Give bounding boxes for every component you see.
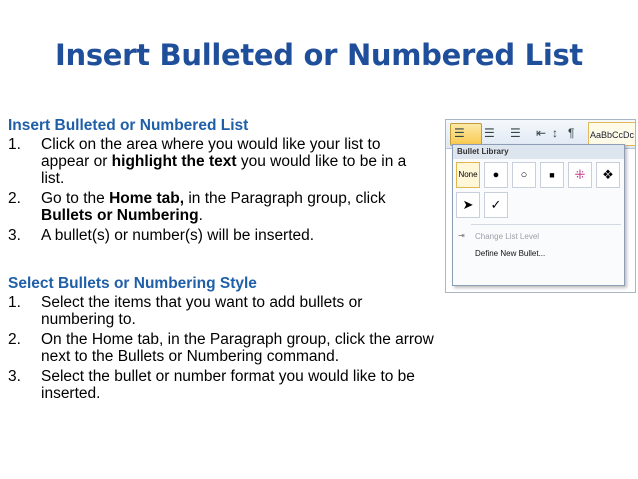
step-number: 1. [8,136,21,153]
select-style-steps-list [8,294,438,405]
multilevel-list-icon: ☰ [510,126,521,140]
step-number: 2. [8,190,21,207]
bullet-arrow-cell: ➤ [456,192,480,218]
step-number: 3. [8,368,21,385]
bullet-hollow-circle-cell: ○ [512,162,536,188]
step-bold-text: Bullets or Numbering [41,207,199,224]
list-item [8,331,438,365]
bullet-checkmark-cell: ✓ [484,192,508,218]
bullet-filled-circle-cell: ● [484,162,508,188]
bullet-square-cell: ■ [540,162,564,188]
step-text: in the Paragraph group, click [184,190,386,207]
step-text: Go to the [41,190,110,207]
section-heading-select-style: Select Bullets or Numbering Style [8,275,257,292]
step-text: A bullet(s) or number(s) will be inserted. [41,227,315,244]
bullets-icon: ☰ [454,126,465,140]
list-item [8,294,438,328]
sort-icon: ↕ [552,126,558,140]
bullet-star-cell: ⁜ [568,162,592,188]
bullet-library-screenshot [445,119,636,293]
define-new-bullet-item: Define New Bullet... [475,249,546,258]
step-text: Select the items that you want to add bullets or numbering to. [41,294,363,328]
paragraph-mark-icon: ¶ [568,126,575,140]
list-item [8,368,438,402]
section-heading-insert: Insert Bulleted or Numbered List [8,117,249,134]
bullet-diamond-cell: ❖ [596,162,620,188]
bullet-none-cell: None [456,162,480,188]
step-bold-text: Home tab, [109,190,185,207]
step-bold-text: highlight the text [111,153,237,170]
step-number: 2. [8,331,21,348]
decrease-indent-icon: ⇤ [536,126,547,140]
list-item [8,136,428,187]
style-chip: AaBbCcDc [588,122,636,146]
bullet-gallery [452,144,625,286]
list-item [8,227,428,244]
step-text: Click on the area where you would like your list to appear or [41,136,381,170]
step-text: Select the bullet or number format you would like to be inserted. [41,368,415,402]
step-number: 1. [8,294,21,311]
menu-divider [471,224,621,225]
insert-steps-list [8,136,428,247]
numbering-icon: ☰ [484,126,495,140]
step-text: you would like to be in a list. [41,153,407,187]
change-level-icon: ⇥ [458,231,465,240]
change-list-level-item: Change List Level [475,232,540,241]
step-text: On the Home tab, in the Paragraph group, click the arrow next to the Bullets or Numbering command. [41,331,434,365]
slide-title: Insert Bulleted or Numbered List [55,38,583,72]
gallery-label: Bullet Library [453,145,624,159]
step-text: . [198,207,203,224]
list-item [8,190,428,224]
step-number: 3. [8,227,21,244]
